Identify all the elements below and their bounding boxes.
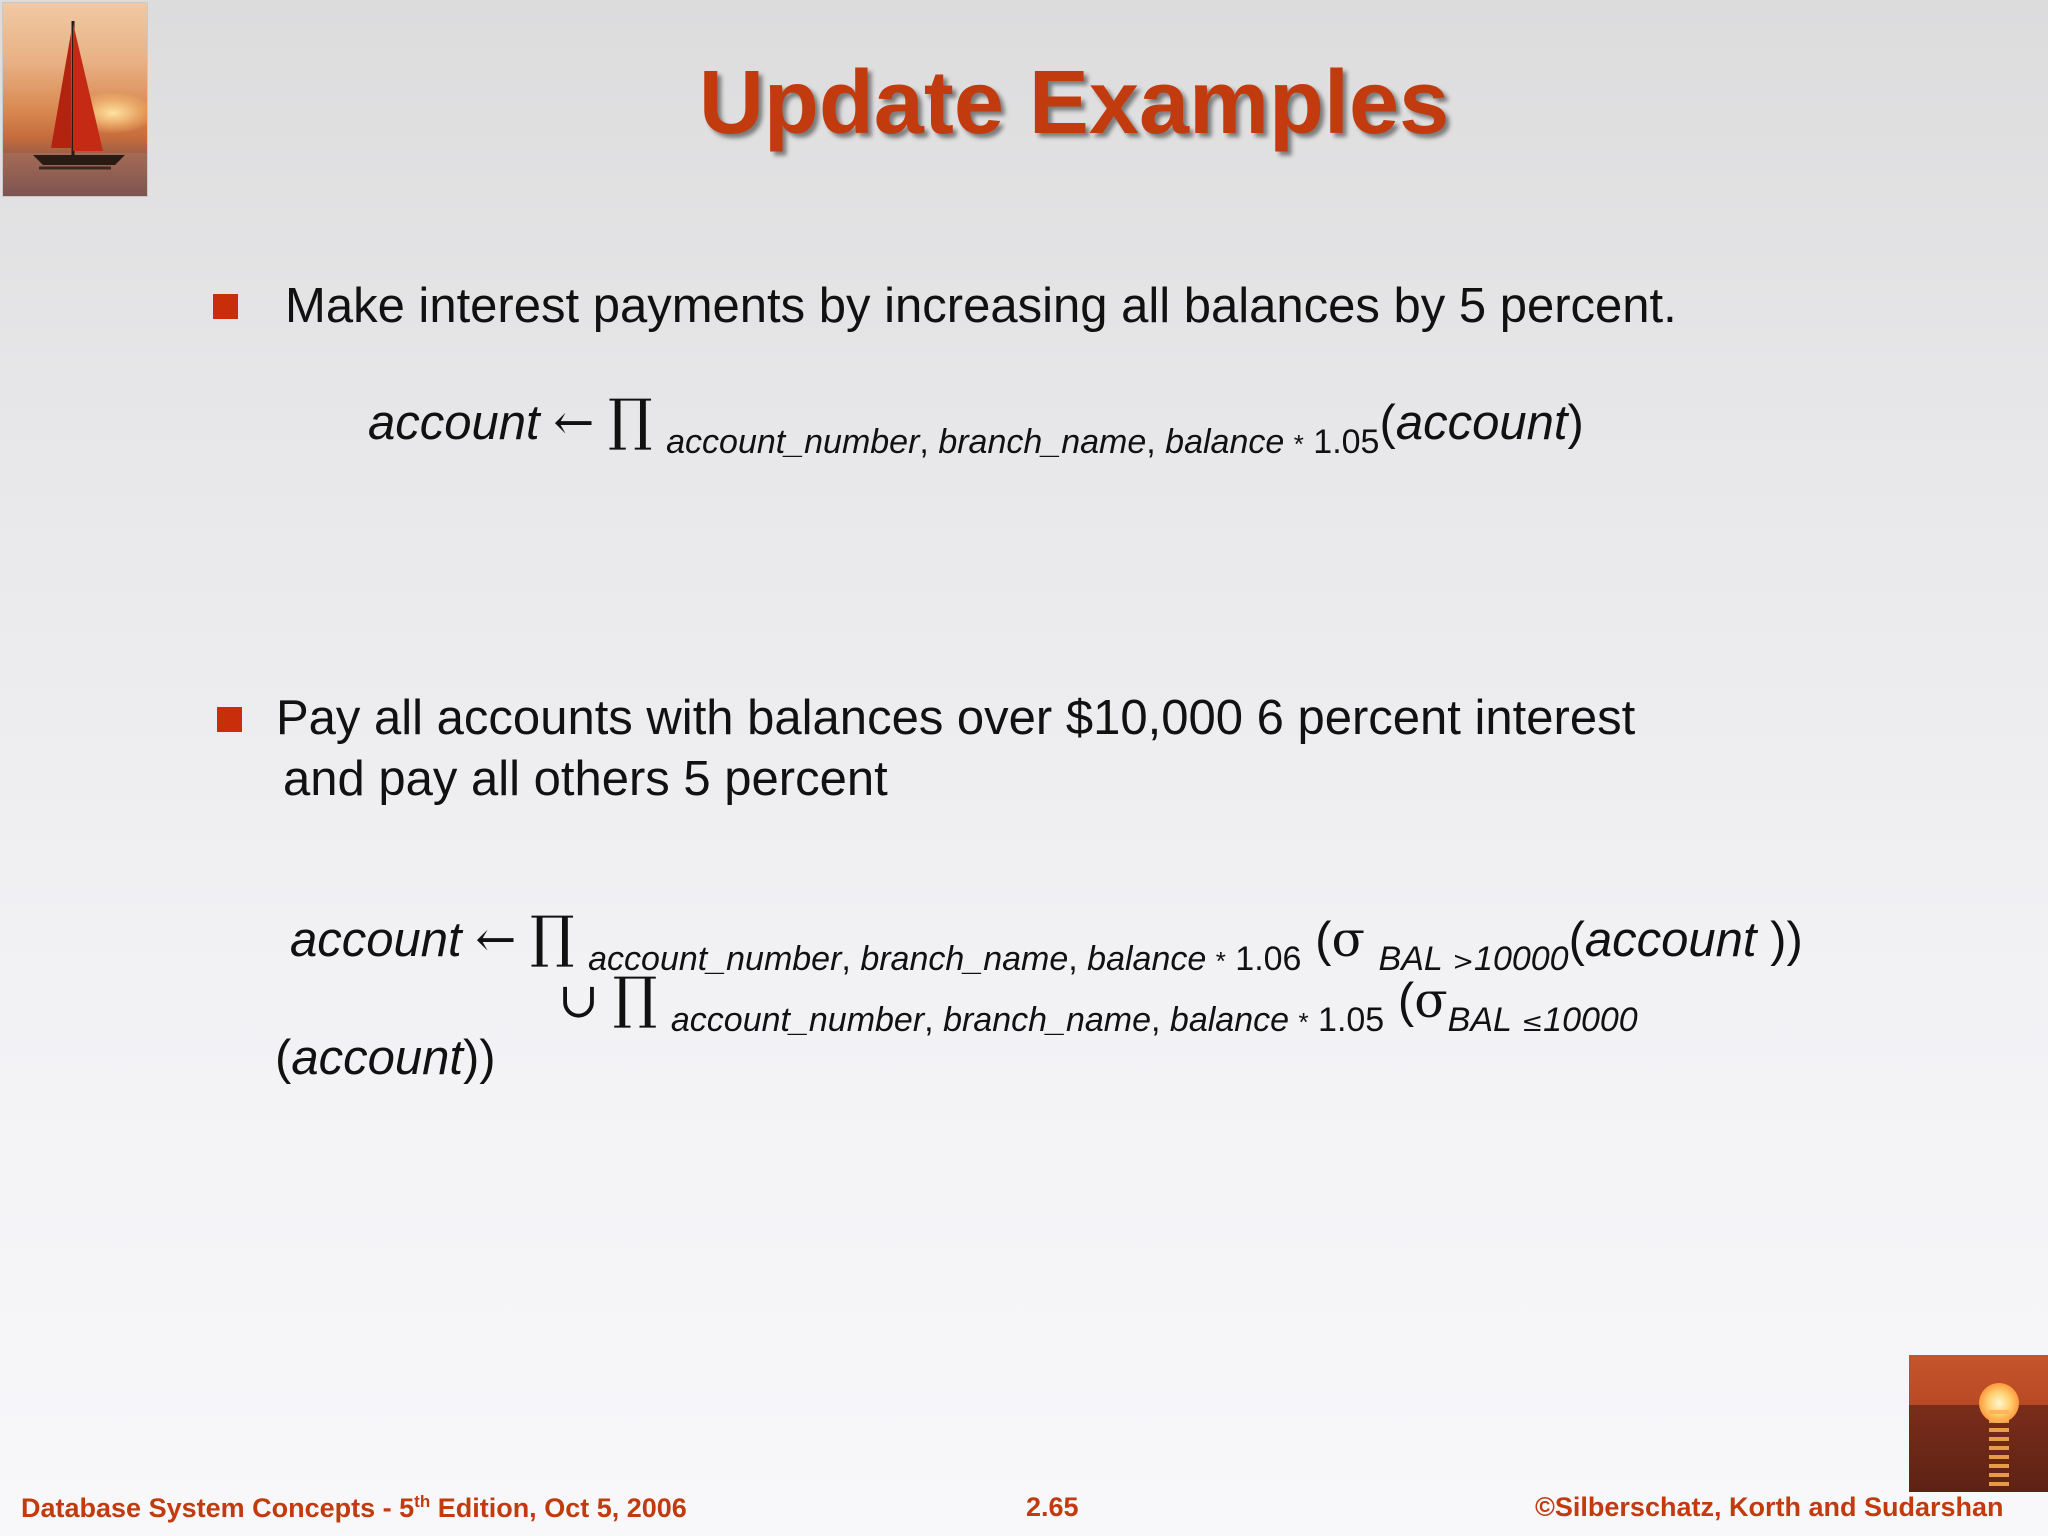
factor: 1.05 bbox=[1313, 423, 1380, 461]
cond-value: 10000 bbox=[1474, 940, 1569, 978]
attr-branch-name: branch_name bbox=[943, 1001, 1151, 1039]
formula-2-line-2 bbox=[558, 966, 1638, 1039]
bullet-text-2-line-2: and pay all others 5 percent bbox=[283, 752, 888, 806]
bullet-marker-1 bbox=[213, 294, 238, 319]
paren-close-double: )) bbox=[1770, 913, 1803, 967]
bullet-marker-2 bbox=[217, 707, 242, 732]
union-symbol: ∪ bbox=[558, 972, 600, 1029]
attr-branch-name: branch_name bbox=[938, 423, 1147, 461]
mult-op: * bbox=[1215, 946, 1226, 976]
paren-open: ( bbox=[275, 1031, 292, 1085]
attr-balance: balance bbox=[1169, 1001, 1290, 1039]
assign-arrow: ← bbox=[553, 394, 595, 451]
attr-account-number: account_number bbox=[666, 423, 920, 461]
formula-2-line-1 bbox=[290, 905, 1803, 978]
formula-2-tail-arg: account bbox=[291, 1031, 463, 1085]
formula-2-arg: account bbox=[1584, 913, 1757, 967]
cond-attr: BAL bbox=[1378, 940, 1443, 978]
bullet-text-2-line-1: Pay all accounts with balances over $10,000 6 percent interest bbox=[276, 691, 1636, 745]
attr-sep: , bbox=[1146, 423, 1156, 461]
attr-sep: , bbox=[1151, 1001, 1161, 1039]
formula-1-arg: account bbox=[1395, 396, 1568, 450]
slide-title: Update Examples bbox=[698, 53, 1450, 153]
attr-balance: balance bbox=[1165, 423, 1285, 461]
sunset-image bbox=[1909, 1355, 2048, 1492]
attr-balance: balance bbox=[1087, 940, 1207, 978]
paren-close-double: )) bbox=[462, 1031, 496, 1085]
paren-open: ( bbox=[1568, 913, 1585, 967]
attr-account-number: account_number bbox=[670, 1001, 925, 1039]
projection-symbol: ∏ bbox=[612, 966, 658, 1031]
attr-sep: , bbox=[924, 1001, 934, 1039]
attr-branch-name: branch_name bbox=[860, 940, 1069, 978]
cond-op: > bbox=[1452, 947, 1475, 977]
paren-open: ( bbox=[1315, 913, 1332, 967]
footer-left-sup: th bbox=[414, 1492, 431, 1511]
sun-reflection bbox=[1989, 1410, 2009, 1490]
paren-open: ( bbox=[1397, 974, 1415, 1028]
formula-1 bbox=[368, 388, 1584, 461]
cond-op: ≤ bbox=[1521, 1008, 1544, 1038]
footer-left-prefix: Database System Concepts - 5 bbox=[21, 1493, 415, 1523]
mult-op: * bbox=[1293, 429, 1304, 459]
cond-attr: BAL bbox=[1447, 1001, 1512, 1039]
paren-open: ( bbox=[1379, 396, 1396, 450]
mult-op: * bbox=[1298, 1007, 1309, 1037]
footer-right: ©Silberschatz, Korth and Sudarshan bbox=[1535, 1492, 2004, 1522]
factor-2: 1.05 bbox=[1318, 1001, 1385, 1039]
factor-1: 1.06 bbox=[1235, 940, 1302, 978]
cond-value: 10000 bbox=[1543, 1001, 1638, 1039]
bullet-text-1: Make interest payments by increasing all balances by 5 percent. bbox=[285, 279, 1677, 333]
projection-symbol: ∏ bbox=[529, 905, 575, 970]
footer-left bbox=[21, 1492, 687, 1524]
attr-account-number: account_number bbox=[588, 940, 842, 978]
page-number: 2.65 bbox=[1026, 1492, 1079, 1522]
projection-symbol: ∏ bbox=[607, 388, 653, 453]
selection-symbol: σ bbox=[1331, 911, 1365, 968]
paren-close: ) bbox=[1567, 396, 1584, 450]
footer-left-suffix: Edition, Oct 5, 2006 bbox=[430, 1493, 687, 1523]
horizon bbox=[1909, 1405, 2048, 1492]
selection-symbol: σ bbox=[1414, 972, 1448, 1029]
formula-2-lhs: account bbox=[290, 913, 462, 967]
assign-arrow: ← bbox=[475, 911, 517, 968]
attr-sep: , bbox=[919, 423, 929, 461]
attr-sep: , bbox=[841, 940, 851, 978]
attr-sep: , bbox=[1068, 940, 1078, 978]
formula-2-line-3 bbox=[275, 1030, 496, 1086]
formula-1-lhs: account bbox=[368, 396, 540, 450]
